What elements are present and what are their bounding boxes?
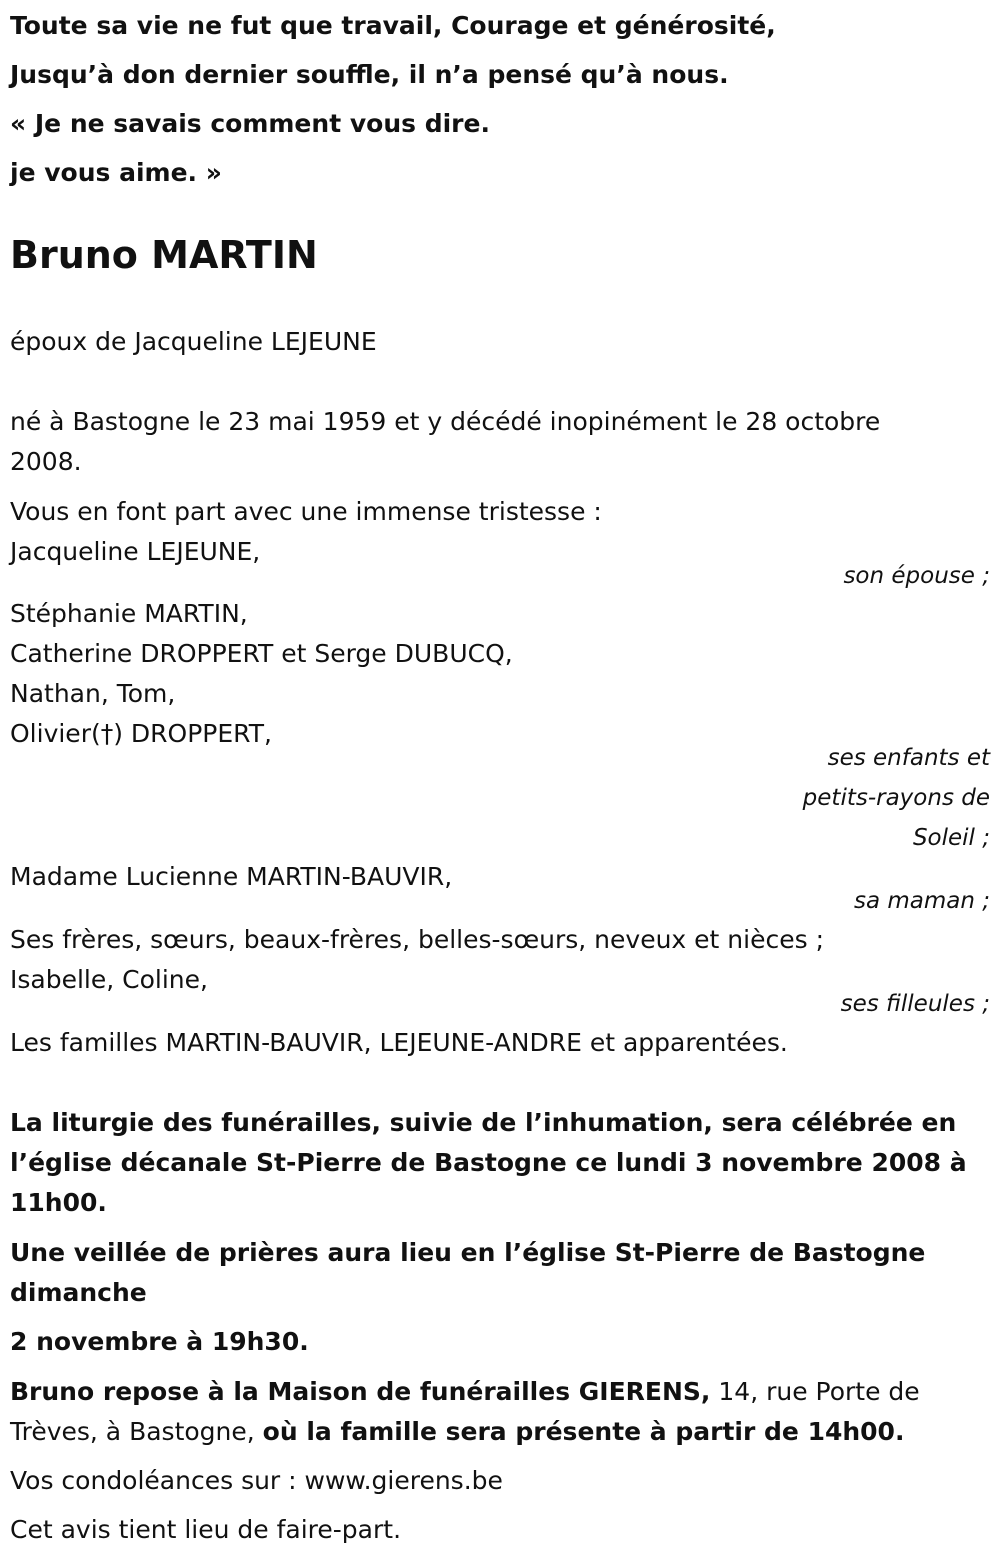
- rest-address: 14, rue Porte de Trèves, à Bastogne,: [10, 1377, 920, 1446]
- poem-line-3: « Je ne savais comment vous dire.: [10, 109, 490, 138]
- poem-block: [10, 6, 990, 193]
- deceased-name: Bruno MARTIN: [10, 233, 318, 277]
- mother-role: sa maman ;: [853, 888, 990, 914]
- vigil-paragraph: Une veillée de prières aura lieu en l’église St-Pierre de Bastogne dimanche: [10, 1238, 926, 1307]
- children-role-3: Soleil ;: [912, 825, 990, 851]
- goddaughters-role: ses filleules ;: [840, 991, 990, 1017]
- poem-line-1: Toute sa vie ne fut que travail, Courage et générosité,: [10, 11, 776, 40]
- vigil-date: 2 novembre à 19h30.: [10, 1327, 309, 1356]
- families-line: Les familles MARTIN-BAUVIR, LEJEUNE-ANDRE et apparentées.: [10, 1028, 788, 1057]
- spouse-line: époux de Jacqueline LEJEUNE: [10, 327, 377, 356]
- spouse-role: son épouse ;: [843, 563, 990, 589]
- child-2: Catherine DROPPERT et Serge DUBUCQ,: [10, 639, 513, 668]
- children-role-1: ses enfants et: [827, 745, 990, 771]
- poem-line-2: Jusqu’à don dernier souffle, il n’a pensé qu’à nous.: [10, 60, 729, 89]
- siblings-line: Ses frères, sœurs, beaux-frères, belles-sœurs, neveux et nièces ;: [10, 925, 824, 954]
- rest-paragraph: [10, 1372, 970, 1452]
- poem-line-4: je vous aime. »: [10, 158, 222, 187]
- rest-bold: Bruno repose à la Maison de funérailles GIERENS,: [10, 1377, 711, 1406]
- liturgy-paragraph: La liturgie des funérailles, suivie de l’inhumation, sera célébrée en l’église décanale St-Pierre de Bastogne ce lundi 3 novembre 2008 à 11h00.: [10, 1108, 967, 1217]
- child-4: Olivier(†) DROPPERT,: [10, 719, 272, 748]
- child-3: Nathan, Tom,: [10, 679, 176, 708]
- condolences-line: Vos condoléances sur : www.gierens.be: [10, 1466, 503, 1495]
- announcement-intro: Vous en font part avec une immense tristesse :: [10, 497, 602, 526]
- birth-death-line: né à Bastogne le 23 mai 1959 et y décédé inopinément le 28 octobre 2008.: [10, 407, 881, 476]
- rest-family: où la famille sera présente à partir de 14h00.: [262, 1417, 905, 1446]
- goddaughters-names: Isabelle, Coline,: [10, 965, 208, 994]
- notice-line: Cet avis tient lieu de faire-part.: [10, 1515, 402, 1544]
- spouse-name: Jacqueline LEJEUNE,: [10, 537, 261, 566]
- children-role-2: petits-rayons de: [802, 785, 990, 811]
- child-1: Stéphanie MARTIN,: [10, 599, 248, 628]
- mother-name: Madame Lucienne MARTIN-BAUVIR,: [10, 862, 453, 891]
